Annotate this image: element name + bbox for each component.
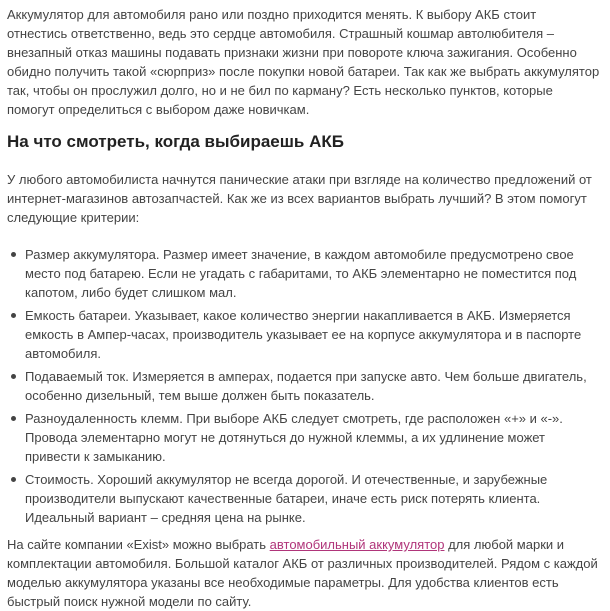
criteria-text: Разноудаленность клемм. При выборе АКБ следует смотреть, где расположен «+» и «-». Провода элементарно могут не дотянуться до нужной клеммы, а их удлинение может привести к замыканию. [25, 411, 563, 464]
list-item [7, 409, 600, 466]
closing-paragraph [7, 535, 600, 611]
list-item [7, 245, 600, 302]
bullet-icon [11, 252, 16, 257]
battery-catalog-link[interactable]: автомобильный аккумулятор [269, 537, 445, 552]
bullet-icon [11, 313, 16, 318]
criteria-text: Размер аккумулятора. Размер имеет значение, в каждом автомобиле предусмотрено свое место под батарею. Если не угадать с габаритами, то АКБ элементарно не поместится под капотом, либо будет слишком мал. [25, 247, 577, 300]
intro-paragraph: Аккумулятор для автомобиля рано или поздно приходится менять. К выбору АКБ стоит отнестись ответственно, ведь это сердце автомобиля. Страшный кошмар автолюбителя – внезапный отказ машины подавать признаки жизни при повороте ключа зажигания. Особенно обидно получить такой «сюрприз» после покупки новой батареи. Так как же выбрать аккумулятор так, чтобы он прослужил долго, но и не бил по карману? Есть несколько пунктов, которые помогут определиться с выбором даже новичкам. [7, 7, 600, 117]
closing-text-before-link: На сайте компании «Exist» можно выбрать [7, 537, 270, 552]
criteria-list [7, 245, 600, 527]
bullet-icon [11, 374, 16, 379]
lead-paragraph: У любого автомобилиста начнутся панические атаки при взгляде на количество предложений от интернет-магазинов автозапчастей. Как же из всех вариантов выбрать лучший? В этом помогут следующие критерии: [7, 172, 592, 225]
section-heading: На что смотреть, когда выбираешь АКБ [7, 132, 344, 151]
list-item [7, 367, 600, 405]
closing-text-after-link: для любой марки и комплектации автомобиля. Большой каталог АКБ от различных производителей. Рядом с каждой моделью аккумулятора указаны все необходимые параметры. Для удобства клиентов есть быстрый поиск нужной модели по сайту. [7, 537, 598, 609]
criteria-text: Подаваемый ток. Измеряется в амперах, подается при запуске авто. Чем больше двигатель, особенно дизельный, тем выше должен быть показатель. [25, 369, 587, 403]
list-item [7, 470, 600, 527]
list-item [7, 306, 600, 363]
criteria-text: Емкость батареи. Указывает, какое количество энергии накапливается в АКБ. Измеряется емкость в Ампер-часах, производитель указывает ее на корпусе аккумулятора и в паспорте автомобиля. [25, 308, 582, 361]
bullet-icon [11, 416, 16, 421]
criteria-text: Стоимость. Хороший аккумулятор не всегда дорогой. И отечественные, и зарубежные производители выпускают качественные батареи, иначе есть риск потерять клиента. Идеальный вариант – средняя цена на рынке. [25, 472, 548, 525]
